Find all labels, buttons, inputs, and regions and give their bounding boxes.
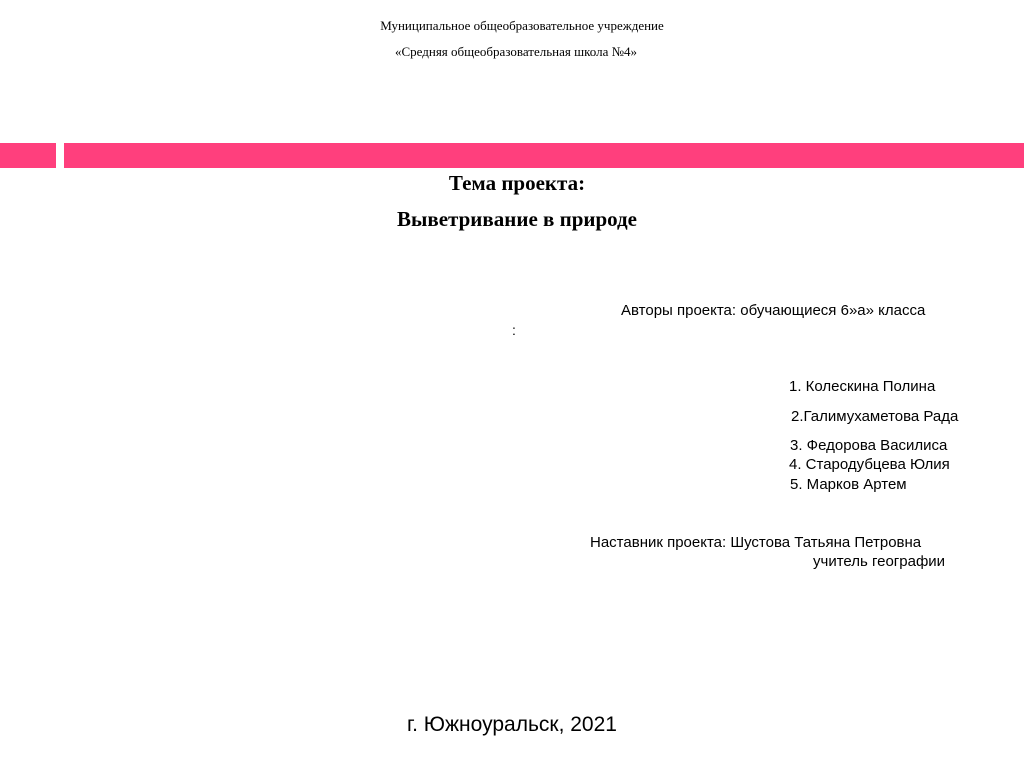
author-item: 1. Колескина Полина (789, 378, 936, 395)
author-item: 2.Галимухаметова Рада (791, 408, 959, 425)
school-name-line2: «Средняя общеобразовательная школа №4» (394, 44, 638, 59)
mentor-role: учитель географии (813, 553, 946, 570)
accent-bar-right (64, 143, 1024, 168)
accent-bar-left (0, 143, 56, 168)
author-item: 3. Федорова Василиса (790, 437, 948, 454)
stray-colon: : (512, 322, 516, 338)
city-year: г. Южноуральск, 2021 (407, 713, 617, 736)
author-item: 5. Марков Артем (790, 476, 907, 493)
author-item: 4. Стародубцева Юлия (789, 456, 950, 473)
project-topic-label: Тема проекта: (448, 171, 586, 195)
school-name-line1: Муниципальное общеобразовательное учреждение (380, 18, 664, 33)
authors-label: Авторы проекта: обучающиеся 6»а» класса (621, 302, 926, 319)
mentor-line: Наставник проекта: Шустова Татьяна Петровна (590, 534, 922, 551)
project-topic-title: Выветривание в природе (396, 207, 637, 231)
